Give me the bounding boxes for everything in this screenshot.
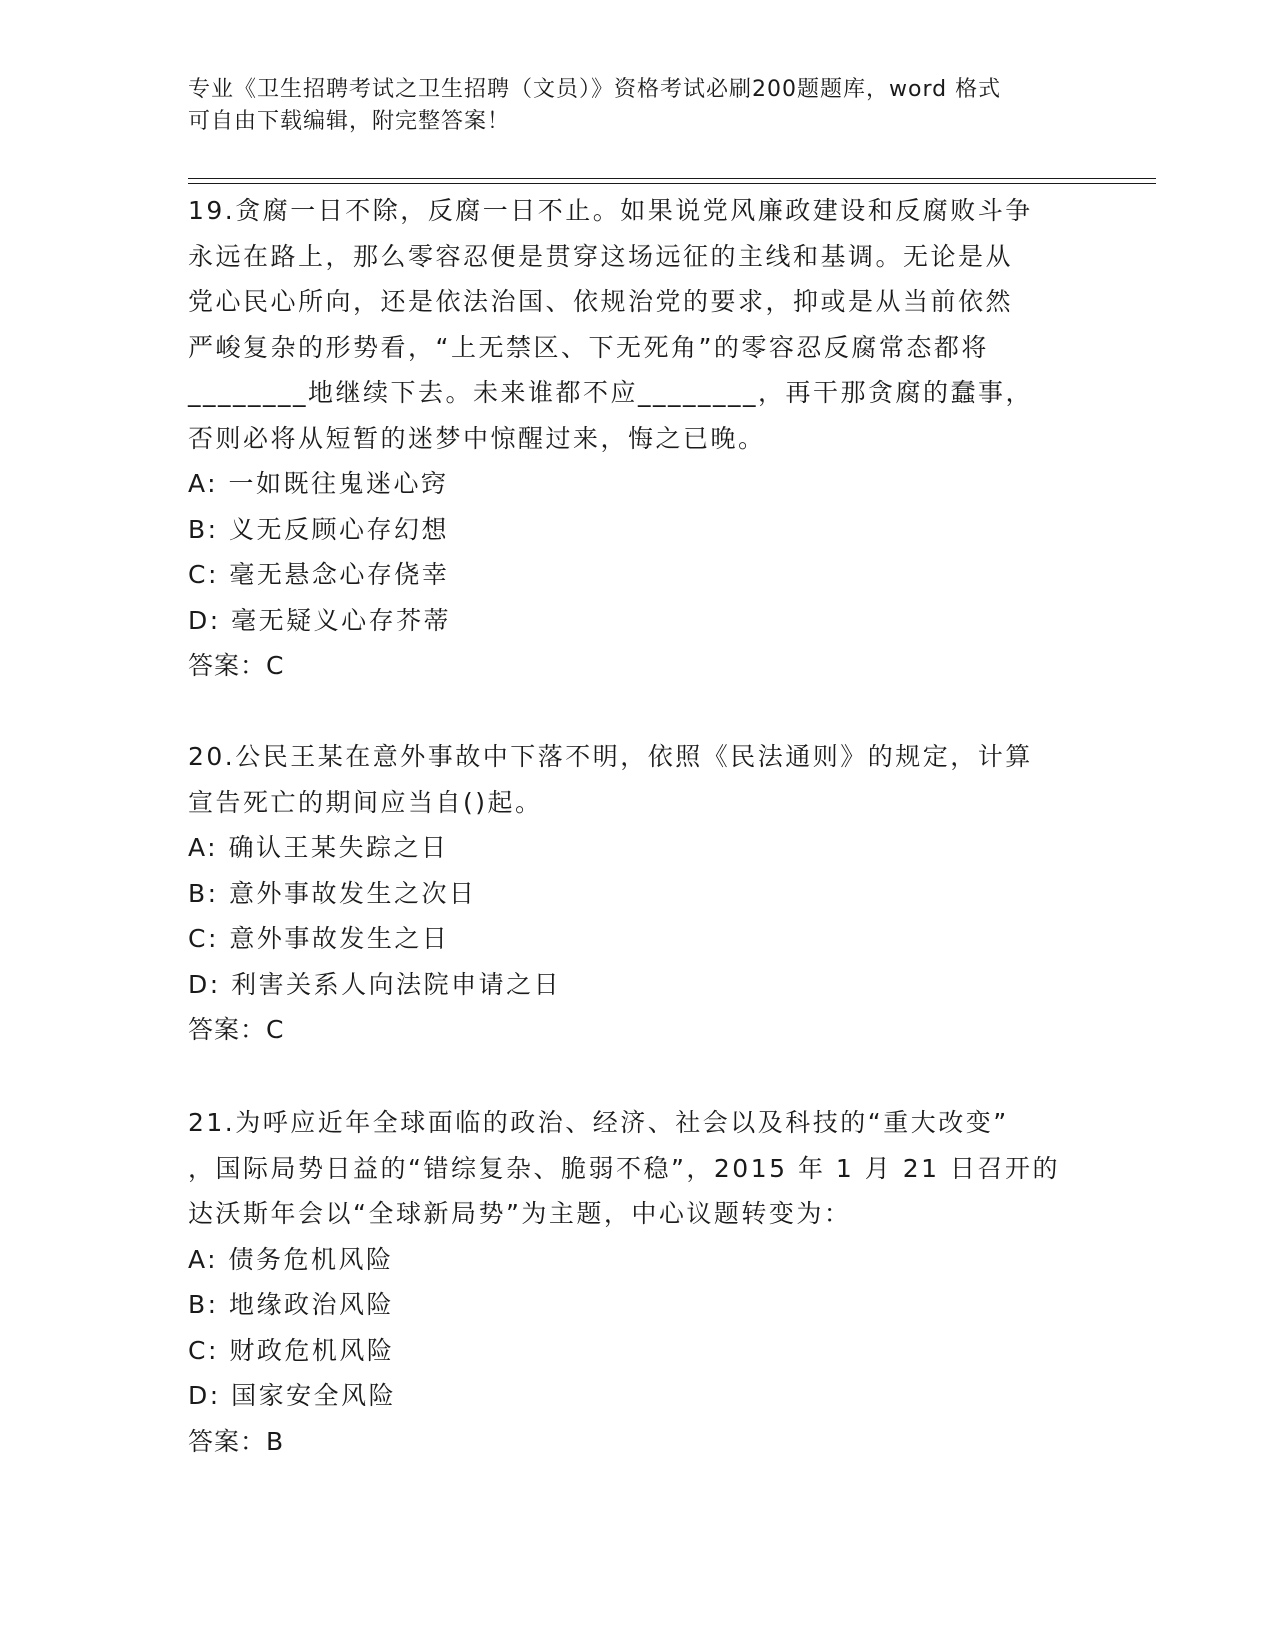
header-line-1: 专业《卫生招聘考试之卫生招聘（文员）》资格考试必刷200题题库，word 格式 [188, 77, 1002, 102]
header-divider-top [188, 178, 1156, 179]
question-stem-line: ________地继续下去。未来谁都不应________，再干那贪腐的蠢事， [188, 378, 1034, 407]
question-stem-line: 严峻复杂的形势看，“上无禁区、下无死角”的零容忍反腐常态都将 [188, 332, 989, 362]
answer: 答案：C [188, 651, 285, 680]
option-a: A: 一如既往鬼迷心窍 [188, 469, 449, 498]
question-stem-line: 党心民心所向，还是依法治国、依规治党的要求，抑或是从当前依然 [188, 287, 1014, 316]
option-a: A: 确认王某失踪之日 [188, 833, 449, 862]
document-header [188, 74, 1088, 138]
question-19 [188, 188, 1088, 689]
question-20 [188, 734, 1088, 1053]
option-c: C: 财政危机风险 [188, 1335, 395, 1365]
option-b: B: 义无反顾心存幻想 [188, 514, 450, 544]
option-b: B: 意外事故发生之次日 [188, 878, 477, 908]
option-d: D: 毫无疑义心存芥蒂 [188, 605, 452, 635]
question-21 [188, 1100, 1088, 1464]
question-stem-line: 永远在路上，那么零容忍便是贯穿这场远征的主线和基调。无论是从 [188, 241, 1014, 271]
option-c: C: 毫无悬念心存侥幸 [188, 560, 450, 589]
header-divider-bottom [188, 183, 1156, 184]
question-stem-line: ，国际局势日益的“错综复杂、脆弱不稳”，2015 年 1 月 21 日召开的 [188, 1153, 1060, 1183]
question-stem-line: 达沃斯年会以“全球新局势”为主题，中心议题转变为： [188, 1199, 852, 1228]
option-b: B: 地缘政治风险 [188, 1290, 395, 1319]
option-d: D: 利害关系人向法院申请之日 [188, 969, 562, 999]
question-stem-line: 20.公民王某在意外事故中下落不明，依照《民法通则》的规定，计算 [188, 742, 1033, 771]
question-stem-line: 21.为呼应近年全球面临的政治、经济、社会以及科技的“重大改变” [188, 1108, 1009, 1137]
option-d: D: 国家安全风险 [188, 1381, 397, 1410]
question-stem-line: 宣告死亡的期间应当自()起。 [188, 787, 543, 817]
question-stem-line: 否则必将从短暂的迷梦中惊醒过来，悔之已晚。 [188, 423, 766, 453]
answer: 答案：C [188, 1015, 285, 1044]
header-line-2: 可自由下载编辑，附完整答案！ [188, 109, 511, 134]
answer: 答案：B [188, 1426, 285, 1456]
option-a: A: 债务危机风险 [188, 1244, 394, 1274]
option-c: C: 意外事故发生之日 [188, 924, 450, 953]
question-stem-line: 19.贪腐一日不除，反腐一日不止。如果说党风廉政建设和反腐败斗争 [188, 196, 1033, 225]
